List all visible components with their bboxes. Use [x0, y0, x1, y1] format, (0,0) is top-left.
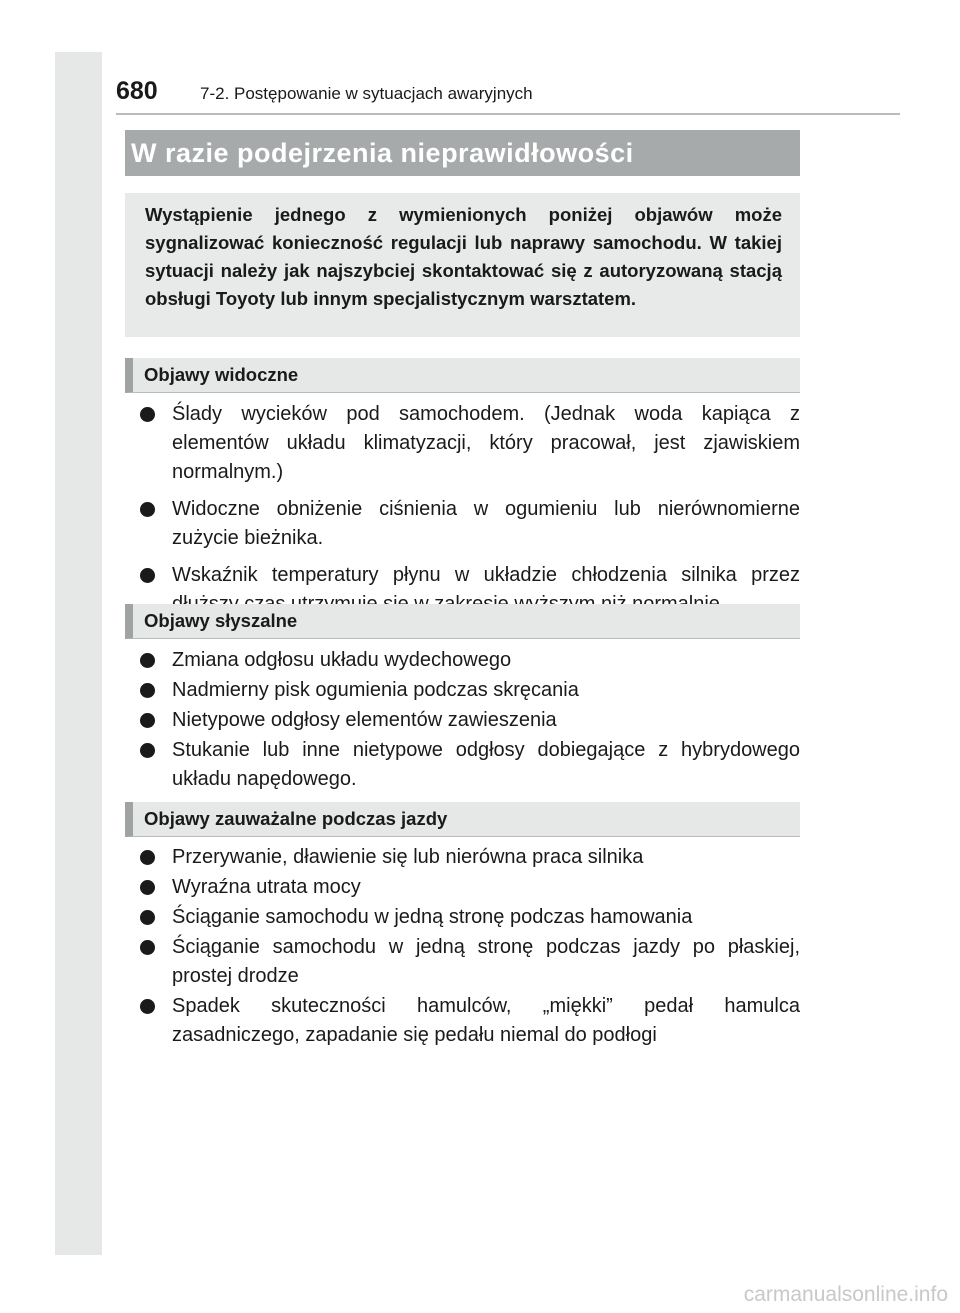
- bullet-icon: [140, 910, 155, 925]
- intro-box: [125, 193, 800, 337]
- page-title: W razie podejrzenia nieprawidłowości: [125, 130, 800, 176]
- list-item-text: Wskaźnik temperatury płynu w układzie chłodzenia silnika przez: [172, 564, 800, 586]
- list-item: [140, 843, 800, 872]
- list-item-text: Widoczne obniżenie ciśnienia w ogumieniu lub nierównomierne zużycie bieżnika.: [172, 498, 800, 549]
- list-item-text: Ściąganie samochodu w jedną stronę podczas hamowania: [172, 906, 693, 928]
- bullet-icon: [140, 880, 155, 895]
- bullet-list-audible: [140, 646, 800, 795]
- list-item: [140, 495, 800, 553]
- bullet-icon: [140, 743, 155, 758]
- bullet-icon: [140, 940, 155, 955]
- list-item-text: Nietypowe odgłosy elementów zawieszenia: [172, 709, 557, 731]
- list-item: [140, 873, 800, 902]
- list-item-text: Spadek skuteczności hamulców, „miękki” pedał hamulca zasadniczego, zapadanie się pedału niemal do podłogi: [172, 995, 800, 1046]
- header-divider: [116, 113, 900, 115]
- list-item-text: Stukanie lub inne nietypowe odgłosy dobiegające z hybrydowego układu napędowego.: [172, 739, 800, 790]
- bullet-list-visible: [140, 400, 800, 627]
- section-path: 7-2. Postępowanie w sytuacjach awaryjnych: [200, 84, 533, 103]
- bullet-icon: [140, 683, 155, 698]
- list-item-text: Przerywanie, dławienie się lub nierówna praca silnika: [172, 846, 644, 868]
- list-item-text: Wyraźna utrata mocy: [172, 876, 361, 898]
- list-item: [140, 933, 800, 991]
- list-item-text: Ślady wycieków pod samochodem. (Jednak woda kapiąca z elementów układu klimatyzacji, który pracował, jest zjawiskiem normalnym.): [172, 403, 800, 483]
- section-heading-label: Objawy widoczne: [144, 364, 299, 385]
- bullet-icon: [140, 407, 155, 422]
- list-item-text: Ściąganie samochodu w jedną stronę podczas jazdy po płaskiej, prostej drodze: [172, 936, 800, 987]
- section-heading-visible: [125, 358, 800, 393]
- bullet-icon: [140, 713, 155, 728]
- section-heading-label: Objawy słyszalne: [144, 610, 298, 631]
- list-item-text: Zmiana odgłosu układu wydechowego: [172, 649, 512, 671]
- bullet-icon: [140, 568, 155, 583]
- list-item: [140, 706, 800, 735]
- side-margin-strip: [55, 52, 102, 1255]
- list-item: [140, 736, 800, 794]
- section-heading-audible: [125, 604, 800, 639]
- list-item: [140, 676, 800, 705]
- bullet-icon: [140, 653, 155, 668]
- list-item: [140, 646, 800, 675]
- intro-text: Wystąpienie jednego z wymienionych poniżej objawów może sygnalizować konieczność regulacji lub naprawy samochodu. W takiej sytuacji należy jak najszybciej skontaktować się z autoryzowaną stacją obsługi Toyoty lub innym specjalistycznym warsztatem.: [145, 204, 782, 309]
- section-heading-label: Objawy zauważalne podczas jazdy: [144, 808, 448, 829]
- page-number: 680: [116, 77, 158, 105]
- section-heading-driving: [125, 802, 800, 837]
- bullet-list-driving: [140, 843, 800, 1051]
- watermark: carmanualsonline.info: [743, 1283, 948, 1306]
- bullet-icon: [140, 502, 155, 517]
- list-item: [140, 992, 800, 1050]
- bullet-icon: [140, 999, 155, 1014]
- list-item: [140, 400, 800, 487]
- list-item-text: Nadmierny pisk ogumienia podczas skręcania: [172, 679, 579, 701]
- list-item: [140, 903, 800, 932]
- bullet-icon: [140, 850, 155, 865]
